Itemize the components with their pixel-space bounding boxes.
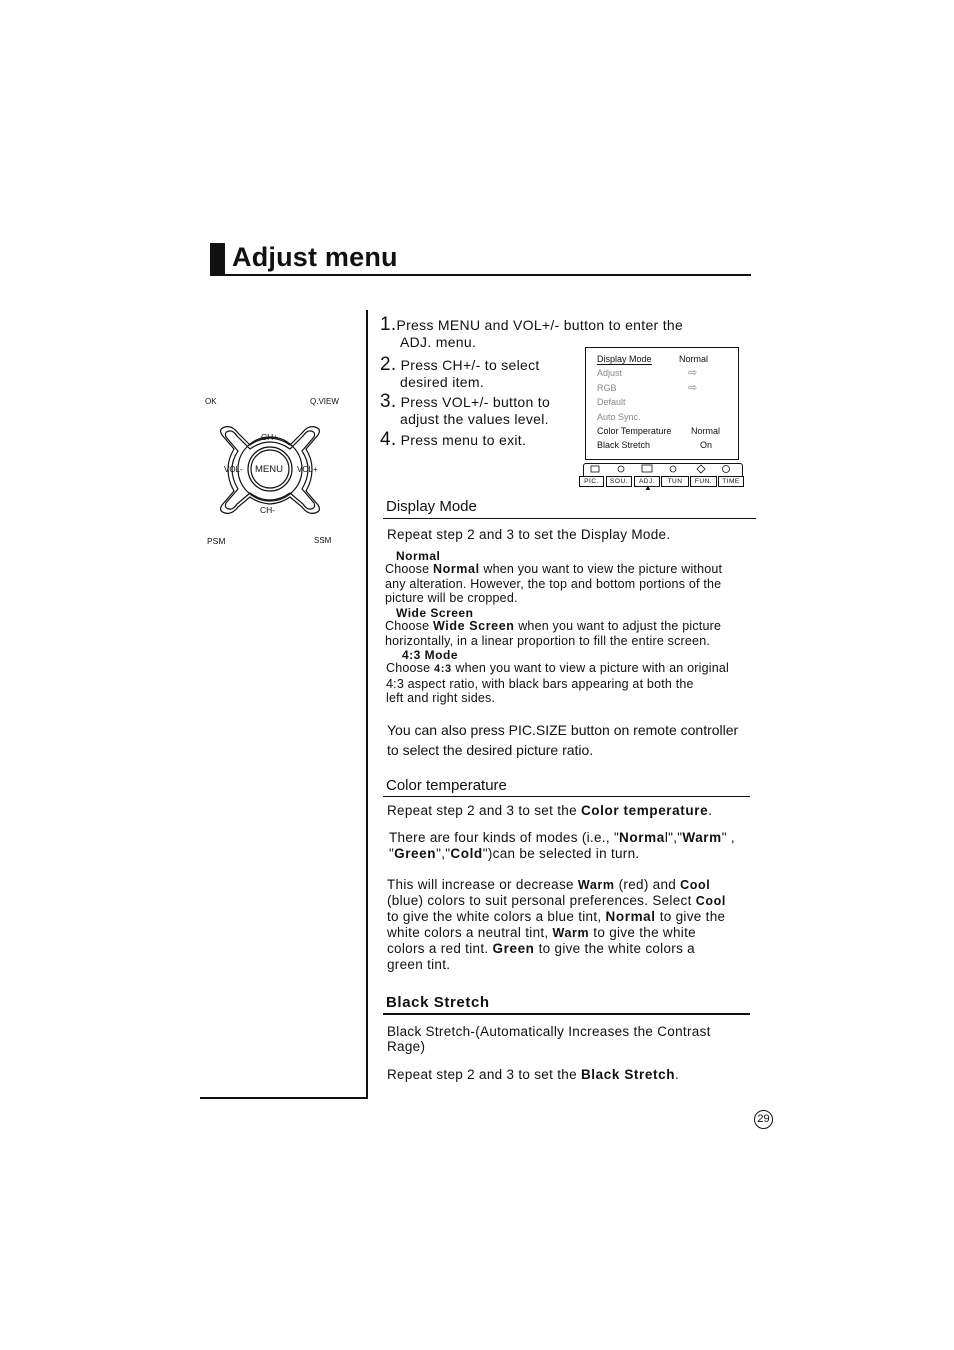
page-number: 29 [754,1110,773,1129]
adjust-icon [642,465,652,472]
ch-plus-label: CH+ [261,432,279,442]
emphasis: 4:3 [433,663,452,675]
step-1 [380,316,683,351]
arrow-right-icon: ⇨ [688,382,698,394]
tab-adj: ADJ. [634,476,660,487]
osd-row-adjust [597,367,698,379]
osd-row-value: Normal [691,426,721,436]
text: ")can be selected in turn. [482,846,640,861]
text: to give the white [593,925,696,940]
emphasis: Warm [552,926,590,940]
tab-time: TIME [718,476,744,487]
bottom-left-rule [200,1097,368,1099]
text: 4:3 aspect ratio, with black bars appearing at both the [386,676,694,691]
text: Black Stretch-(Automatically Increases the Contrast [387,1024,711,1039]
display-mode-heading: Display Mode [386,498,477,515]
step-number: 1. [380,314,397,335]
osd-tab-bar [579,463,743,486]
vol-plus-label: VOL+ [297,465,318,474]
text: horizontally, in a linear proportion to fill the entire screen. [385,633,711,648]
text: green tint. [387,957,451,972]
arrow-right-icon: ⇨ [688,367,698,379]
text: There are four kinds of modes (i.e., " [389,830,620,845]
tab-tun: TUN [661,476,689,487]
ch-minus-label: CH- [260,505,276,515]
text: when you want to view the picture without [483,562,723,576]
emphasis: Normal [605,909,656,924]
title-rule [210,274,751,276]
text: Choose [386,661,431,675]
emphasis: Wide Screen [432,619,515,633]
emphasis: Green [394,846,437,861]
color-temperature-rule [383,796,750,797]
text: "," [436,846,451,861]
step-2 [380,356,540,391]
function-icon [697,465,705,473]
text: . [708,803,713,818]
osd-row-display-mode [597,354,709,364]
osd-row-value: Normal [679,354,709,364]
psm-label: PSM [207,536,226,546]
osd-row-label: Adjust [597,368,623,378]
tab-icons [579,463,743,475]
black-stretch-rule [383,1013,750,1015]
text: to give the white colors a [538,941,695,956]
text: (blue) colors to suit personal preferences. Select [387,893,692,908]
emphasis: Normal [432,562,480,576]
text: any alteration. However, the top and bottom portions of the [385,576,722,591]
text: You can also press PIC.SIZE button on remote controller [387,722,739,738]
osd-row-value: On [700,440,713,450]
osd-row-label: Display Mode [597,354,652,364]
color-temperature-description [387,877,726,973]
text: left and right sides. [386,691,496,705]
text: . [675,1067,680,1082]
emphasis: Black Stretch [580,1067,676,1082]
osd-row-label: Color Temperature [597,426,672,436]
black-stretch-heading: Black Stretch [386,994,490,1011]
emphasis: Cold [450,846,483,861]
step-text-cont: ADJ. menu. [400,334,477,350]
vol-minus-label: VOL- [224,465,243,474]
menu-label: MENU [255,464,283,475]
step-3 [380,393,550,428]
emphasis: Norma [619,830,665,845]
step-number: 2. [380,354,397,375]
wide-screen-description [385,619,721,648]
text: Choose [385,619,430,633]
step-number: 3. [380,391,397,412]
text: picture will be cropped. [385,591,518,605]
text: when you want to adjust the picture [518,619,722,633]
clock-icon [723,466,730,473]
step-number: 4. [380,429,397,450]
four-three-description [386,661,729,706]
emphasis: Warm [682,830,722,845]
text: (red) and [618,877,677,892]
black-stretch-description [387,1024,711,1054]
display-mode-intro: Repeat step 2 and 3 to set the Display Mode. [387,527,671,542]
emphasis: Green [492,941,535,956]
text: when you want to view a picture with an original [455,661,730,675]
step-text: Press CH+/- to select [400,357,540,373]
step-text: Press menu to exit. [400,432,527,448]
osd-adjust-menu [585,347,739,460]
text: Repeat step 2 and 3 to set the [387,1067,577,1082]
emphasis: Cool [680,878,711,892]
osd-row-label: Auto Sync. [597,412,641,422]
text: This will increase or decrease [387,877,574,892]
normal-subheading: Normal [396,549,441,563]
emphasis: Cool [695,894,726,908]
step-text: Press MENU and VOL+/- button to enter the [396,317,684,333]
emphasis: Warm [577,878,615,892]
text: colors a red tint. [387,941,489,956]
remote-control-diagram [200,395,350,550]
title-marker [210,243,225,276]
text: to give the [659,909,726,924]
step-text: Press VOL+/- button to [400,394,551,410]
column-divider [366,310,368,1099]
picture-icon [591,466,599,472]
osd-row-default [597,397,626,407]
text: " [389,846,395,861]
osd-row-rgb [597,382,698,394]
osd-row-black-stretch [597,440,713,450]
text: Choose [385,562,430,576]
display-mode-rule [383,518,756,519]
step-4 [380,431,526,449]
osd-row-label: RGB [597,383,617,393]
step-text-cont: desired item. [400,374,485,390]
emphasis: Color temperature [580,803,709,818]
normal-description [385,562,722,606]
qview-label: Q.VIEW [310,397,339,406]
osd-row-label: Default [597,397,626,407]
tab-pic: PIC. [579,476,604,487]
tab-fun: FUN. [690,476,717,487]
text: l"," [664,830,683,845]
text: to select the desired picture ratio. [387,742,594,758]
step-text-cont: adjust the values level. [400,411,549,427]
color-modes-list [389,830,735,862]
text: white colors a neutral tint, [387,925,549,940]
osd-row-auto-sync [597,412,641,422]
text: " , [721,830,735,845]
text: Repeat step 2 and 3 to set the [387,803,577,818]
osd-row-color-temperature [597,426,721,436]
tuner-icon [670,466,676,472]
wide-screen-subheading: Wide Screen [396,606,474,620]
black-stretch-step [387,1067,679,1083]
page-title: Adjust menu [232,242,398,272]
ok-label: OK [205,397,217,406]
color-temperature-heading: Color temperature [386,777,507,794]
text: Rage) [387,1039,426,1054]
selected-tab-indicator: ▲ [644,483,652,492]
pic-size-note [387,720,738,760]
color-temperature-intro [387,803,712,819]
sound-icon [618,466,624,472]
tab-sou: SOU. [606,476,632,487]
four-three-subheading: 4:3 Mode [402,648,459,662]
osd-row-label: Black Stretch [597,440,651,450]
text: to give the white colors a blue tint, [387,909,602,924]
ssm-label: SSM [314,536,332,545]
